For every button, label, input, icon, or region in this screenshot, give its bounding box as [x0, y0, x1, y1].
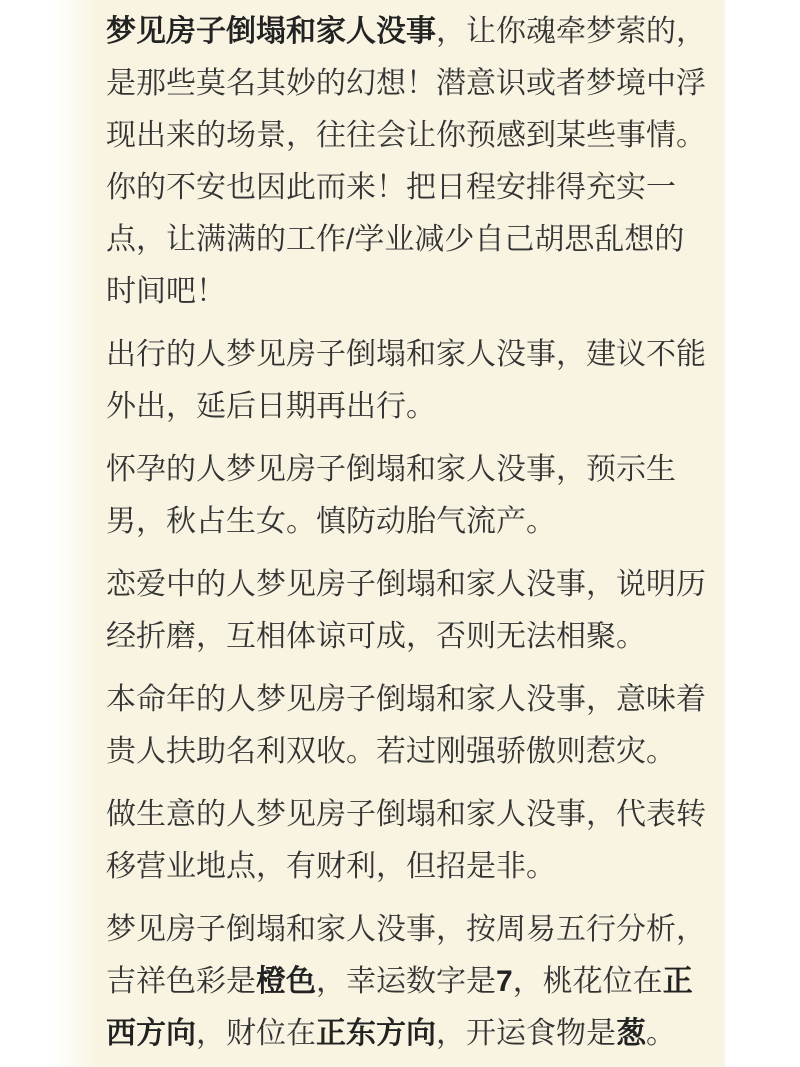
bold-text-segment: 正西方向 — [106, 965, 693, 1050]
dream-interpretation-article — [106, 6, 710, 1060]
text-segment: 梦见房子倒塌和家人没事，按周易五行分析，吉祥色彩是 — [106, 913, 706, 998]
traveler-paragraph — [106, 329, 710, 433]
text-segment: 出行的人梦见房子倒塌和家人没事，建议不能外出，延后日期再出行。 — [106, 338, 706, 423]
text-segment: ，财位在 — [196, 1017, 316, 1050]
pregnancy-paragraph — [106, 444, 710, 548]
bold-text-segment: 正东方向 — [316, 1017, 436, 1050]
bold-text-segment: 梦见房子倒塌和家人没事 — [106, 15, 436, 48]
bold-text-segment: 7 — [496, 965, 513, 998]
business-paragraph — [106, 789, 710, 893]
intro-paragraph — [106, 6, 710, 318]
text-segment: 怀孕的人梦见房子倒塌和家人没事，预示生男，秋占生女。慎防动胎气流产。 — [106, 453, 676, 538]
love-paragraph — [106, 559, 710, 663]
text-segment: 。 — [646, 1017, 676, 1050]
text-segment: ，幸运数字是 — [316, 965, 496, 998]
text-segment: ，让你魂牵梦萦的，是那些莫名其妙的幻想！潜意识或者梦境中浮现出来的场景，往往会让你预感到某些事情。你的不安也因此而来！把日程安排得充实一点，让满满的工作/学业减少自己胡思乱想的时间吧！ — [106, 15, 706, 308]
text-segment: 做生意的人梦见房子倒塌和家人没事，代表转移营业地点，有财利，但招是非。 — [106, 798, 706, 883]
bold-text-segment: 葱 — [616, 1017, 646, 1050]
text-segment: ，桃花位在 — [512, 965, 663, 998]
text-segment: ，开运食物是 — [436, 1017, 616, 1050]
text-segment: 本命年的人梦见房子倒塌和家人没事，意味着贵人扶助名利双收。若过刚强骄傲则惹灾。 — [106, 683, 706, 768]
bold-text-segment: 橙色 — [256, 965, 316, 998]
zodiac-year-paragraph — [106, 674, 710, 778]
text-segment: 恋爱中的人梦见房子倒塌和家人没事，说明历经折磨，互相体谅可成，否则无法相聚。 — [106, 568, 706, 653]
wuxing-analysis-paragraph — [106, 904, 710, 1060]
